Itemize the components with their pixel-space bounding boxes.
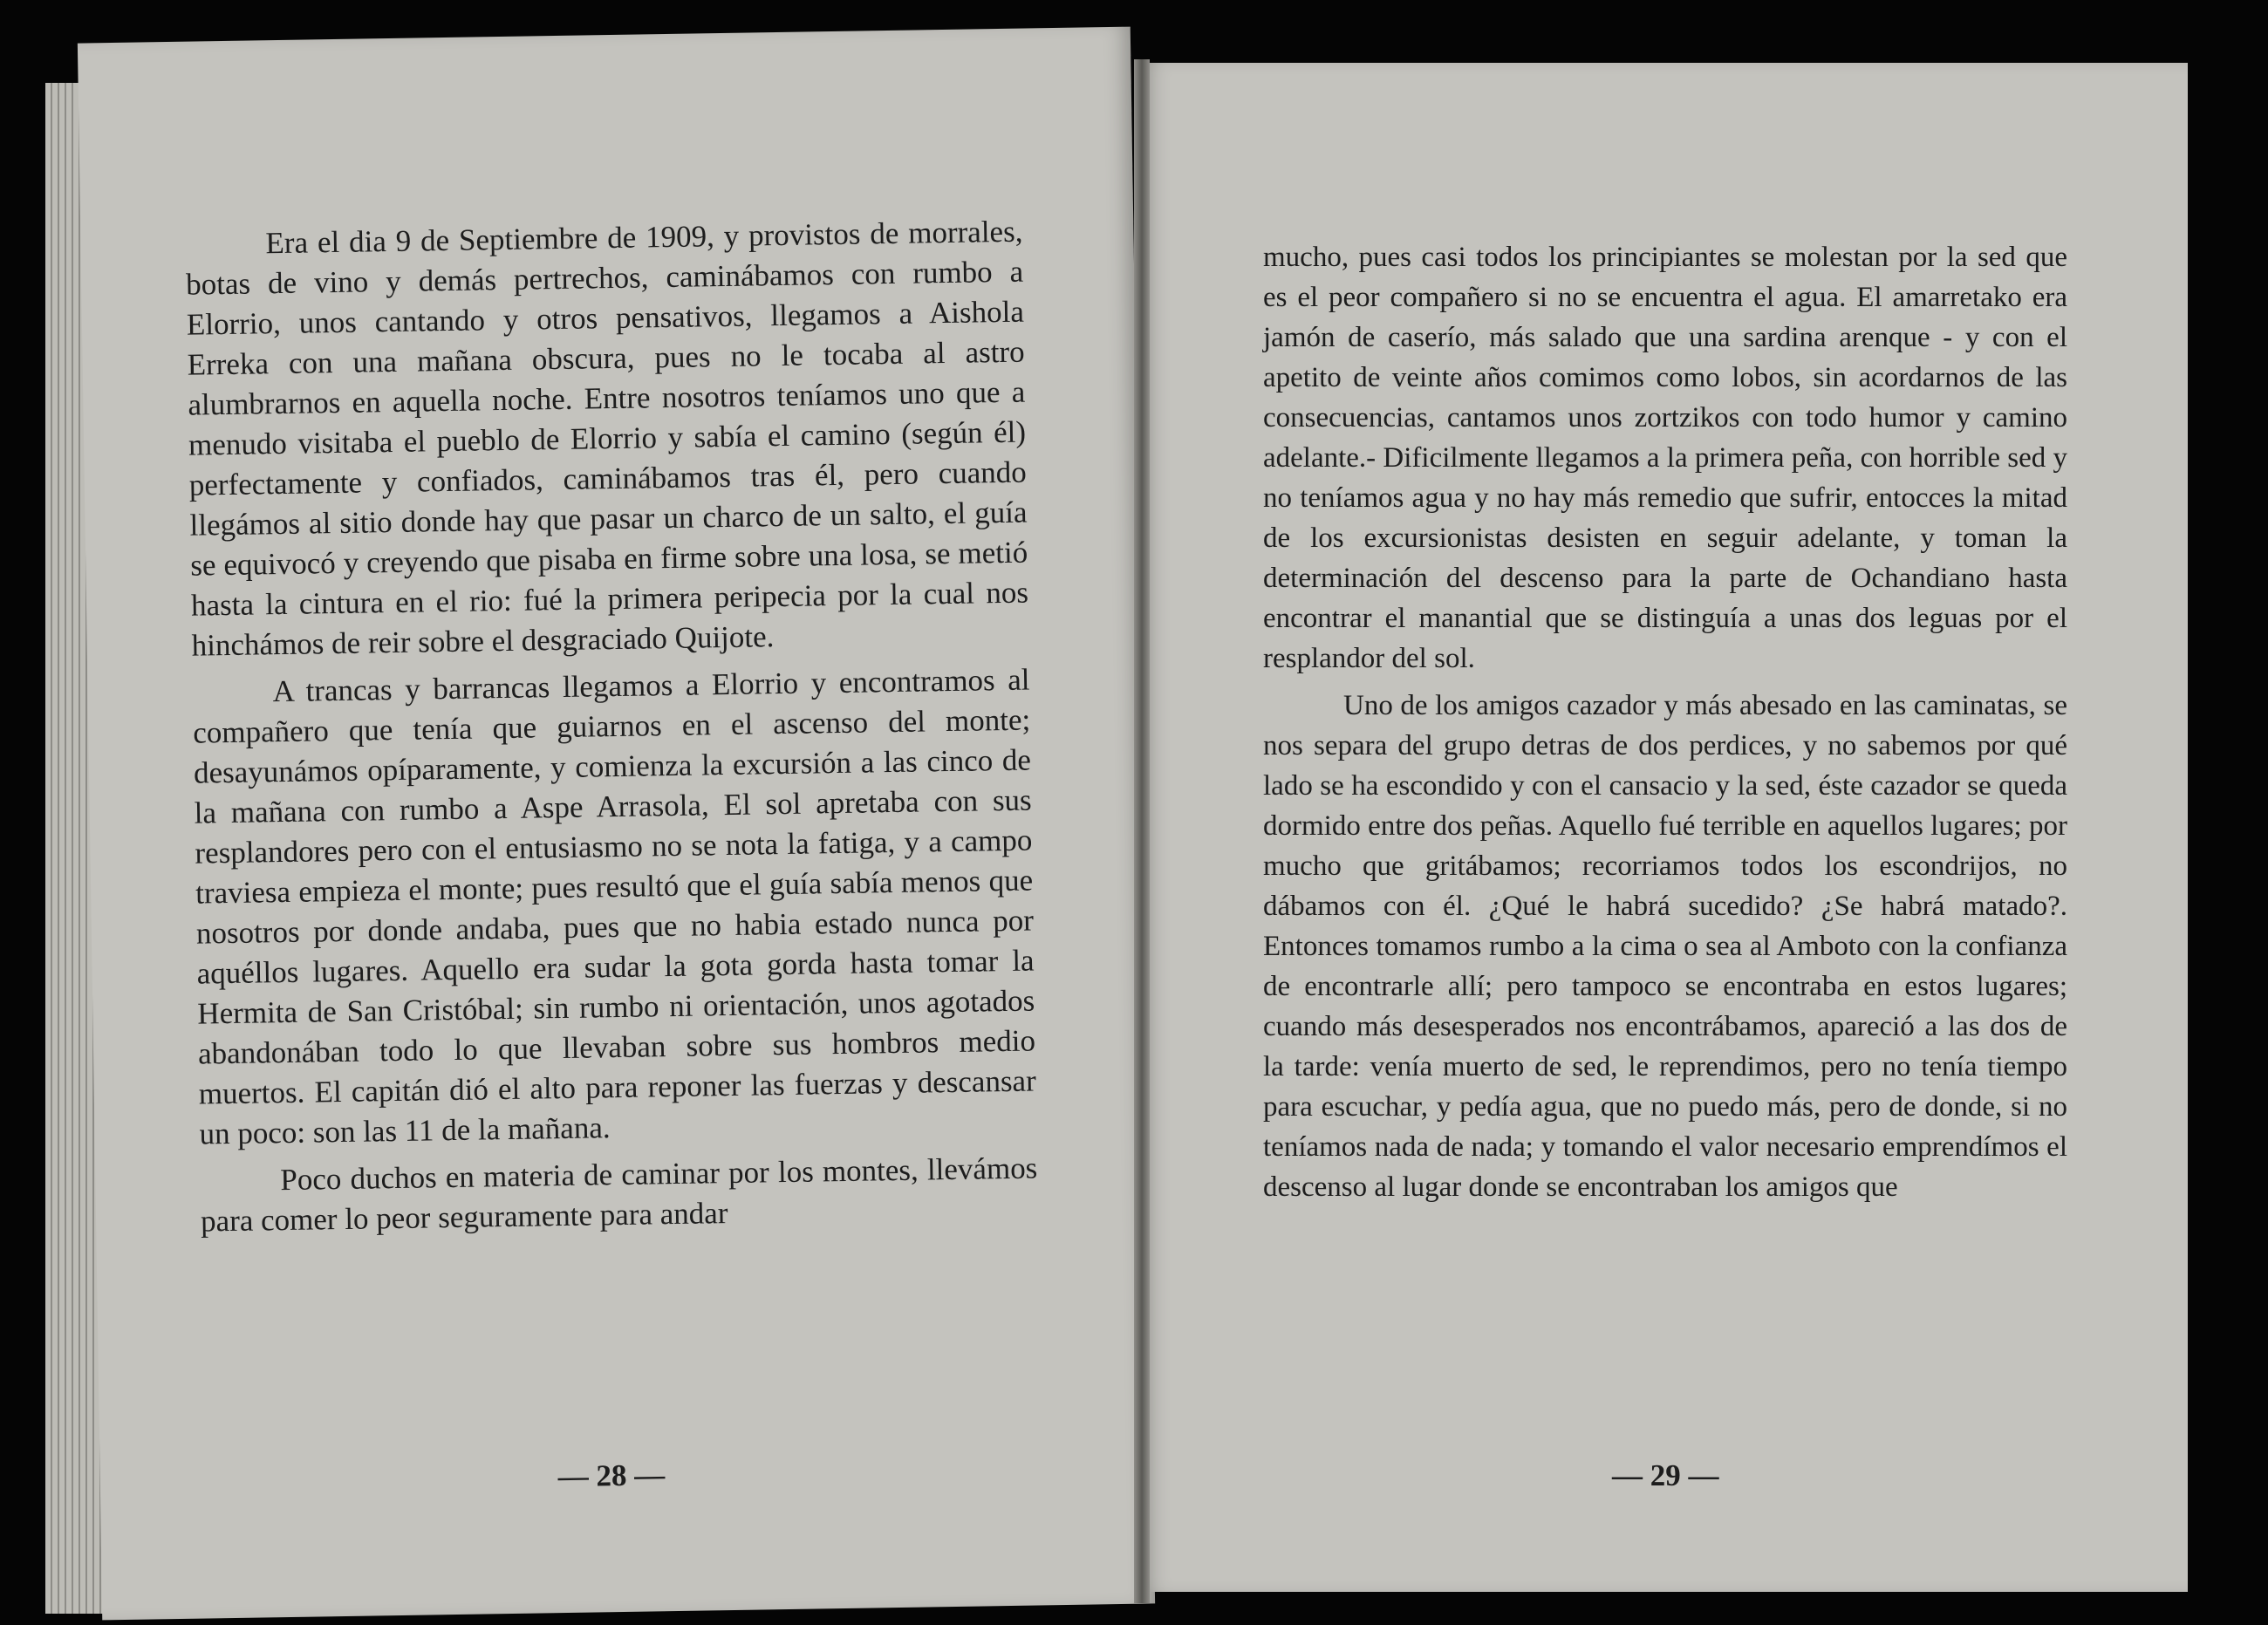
left-page	[78, 27, 1155, 1621]
book-gutter	[1134, 59, 1150, 1603]
left-paragraph-3: Poco duchos en materia de caminar por los montes, llevámos para comer lo peor seguramente para andar	[200, 1150, 1038, 1239]
left-page-number: — 28 —	[557, 1458, 666, 1494]
right-page	[1143, 63, 2188, 1592]
left-paragraph-2: A trancas y barrancas llegamos a Elorrio y encontramos al compañero que tenía que guiarnos en el ascenso del monte; desayunámos opíparamente, y comienza la excursión a las cinco de la mañana con rumbo a Aspe Arrasola, El sol apretaba con sus resplandores pero con el entusiasmo no se nota la fatiga, y a campo traviesa empieza el monte; pues resultó que el guía sabía menos que nosotros por donde andaba, pues que no habia estado nunca por aquéllos lugares. Aquello era sudar la gota gorda hasta tomar la Hermita de San Cristóbal; sin rumbo ni orientación, unos agotados abandonában todo lo que llevaban sobre sus hombros medio muertos. El capitán dió el alto para reponer las fuerzas y descansar un poco: son las 11 de la mañana.	[193, 662, 1036, 1151]
right-page-body	[1263, 237, 2067, 1207]
right-paragraph-1: mucho, pues casi todos los principiantes se molestan por la sed que es el peor compañero si no se encuentra el agua. El amarretako era jamón de caserío, más salado que una sardina arenque - y con el apetito de veinte años comimos como lobos, sin acordarnos de las consecuencias, cantamos unos zortzikos con todo humor y camino adelante.- Dificilmente llegamos a la primera peña, con horrible sed y no teníamos agua y no hay más remedio que sufrir, entocces la mitad de los excursionistas desisten en seguir adelante, y toman la determinación del descenso para la parte de Ochandiano hasta encontrar el manantial que se distinguía a unas dos leguas por el resplandor del sol.	[1263, 242, 2067, 674]
left-paragraph-1: Era el dia 9 de Septiembre de 1909, y provistos de morrales, botas de vino y demás pertrechos, caminábamos con rumbo a Elorrio, unos cantando y otros pensativos, llegamos a Aishola Erreka con una mañana obscura, pues no le tocaba al astro alumbrarnos en aquella noche. Entre nosotros teníamos uno que a menudo visitaba el pueblo de Elorrio y sabía el camino (según él) perfectamente y confiados, caminábamos tras él, pero cuando llegámos al sitio donde hay que pasar un charco de un salto, el guía se equivocó y creyendo que pisaba en firme sobre una losa, se metió hasta la cintura en el rio: fué la primera peripecia por la cual nos hinchámos de reir sobre el desgraciado Quijote.	[185, 214, 1029, 663]
right-page-number: — 29 —	[1612, 1458, 1719, 1492]
right-paragraph-2: Uno de los amigos cazador y más abesado en las caminatas, se nos separa del grupo detras de dos perdices, y no sabemos por qué lado se ha escondido y con el cansacio y la sed, éste cazador se queda dormido entre dos peñas. Aquello fué terrible en aquellos lugares; por mucho que gritábamos; recorriamos todos los escondrijos, no dábamos con él. ¿Qué le habrá sucedido? ¿Se habrá matado?. Entonces tomamos rumbo a la cima o sea al Amboto con la confianza de encontrarle allí; pero tampoco se encontraba en estos lugares; cuando más desesperados nos encontrábamos, apareció a las dos de la tarde: venía muerto de sed, le reprendimos, pero no tenía tiempo para escuchar, y pedía agua, que no puedo más, pero de donde, si no teníamos nada de nada; y tomando el valor necesario emprendímos el descenso al lugar donde se encontraban los amigos que	[1263, 690, 2067, 1203]
left-page-body	[185, 212, 1038, 1242]
